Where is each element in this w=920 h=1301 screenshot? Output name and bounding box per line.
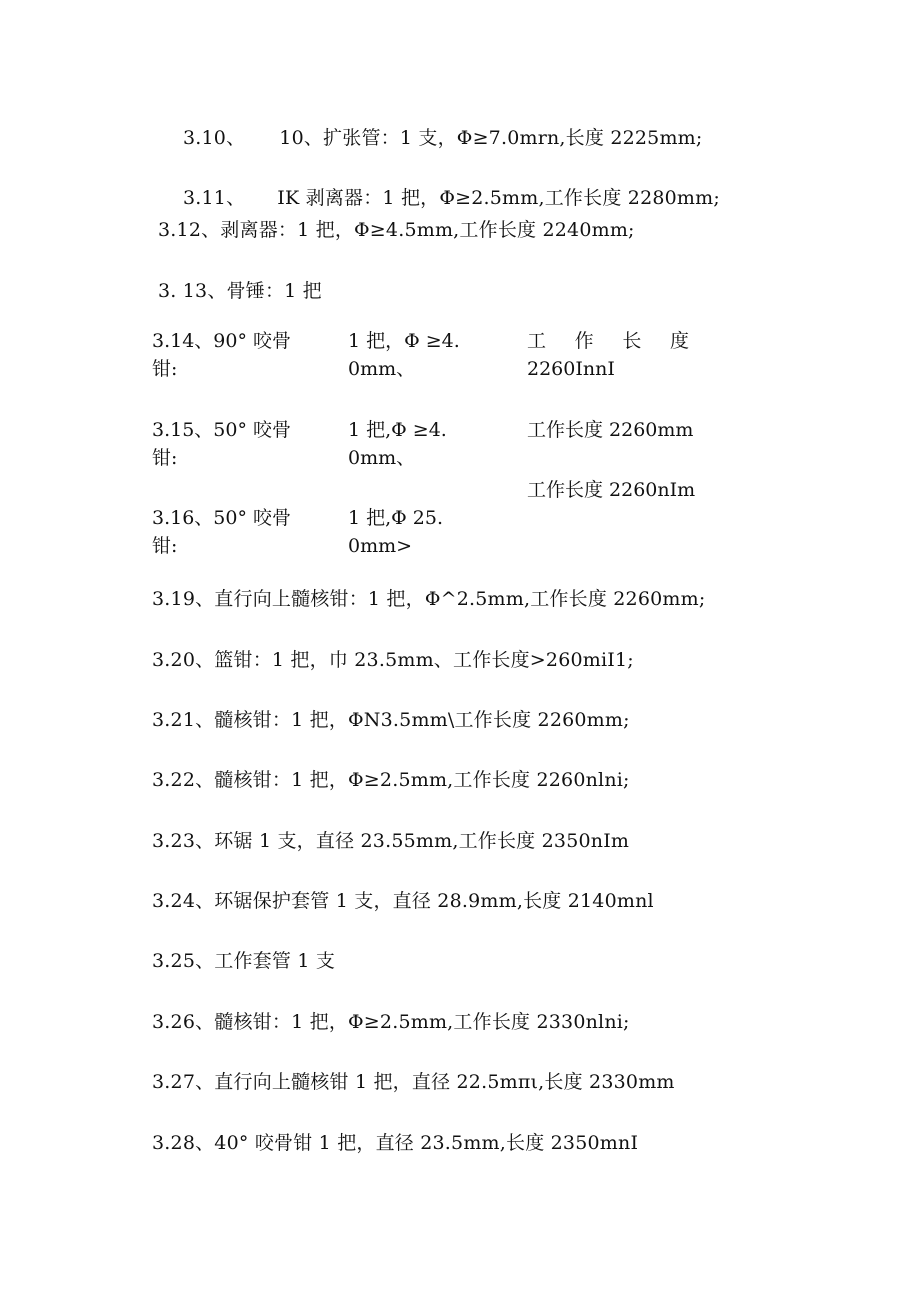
item-length-extra: 工作长度 2260nIm	[527, 479, 696, 501]
item-3-12: 3.12、剥离器：1 把，Φ≥4.5mm,工作长度 2240mm;	[158, 219, 635, 241]
item-number: 3.10、	[182, 127, 246, 149]
char: 度	[669, 330, 689, 352]
char: 长	[622, 330, 642, 352]
item-label-line2: 钳:	[152, 358, 178, 380]
item-spec-line1: 1 把,Φ ≥4.	[348, 419, 447, 441]
item-number: 3.11、	[182, 187, 246, 209]
item-3-24: 3.24、环锯保护套管 1 支，直径 28.9mm,长度 2140mnl	[152, 890, 654, 912]
item-text: 10、扩张管：1 支，Φ≥7.0mrn,长度 2225mm;	[279, 127, 703, 149]
item-3-26: 3.26、髓核钳：1 把，Φ≥2.5mm,工作长度 2330nlni;	[152, 1011, 630, 1033]
item-spec-line1: 1 把，Φ ≥4.	[348, 330, 460, 352]
item-3-28: 3.28、40° 咬骨钳 1 把，直径 23.5mm,长度 2350mnI	[152, 1132, 639, 1154]
item-length-value: 2260InnI	[527, 358, 615, 380]
char: 作	[574, 330, 594, 352]
item-3-25: 3.25、工作套管 1 支	[152, 950, 336, 972]
char: 工	[527, 330, 547, 352]
item-label-line1: 3.14、90° 咬骨	[152, 330, 292, 352]
item-spec-line2: 0mm、	[348, 358, 416, 380]
item-spec-line2: 0mm、	[348, 447, 416, 469]
item-spec-line1: 1 把,Φ 25.	[348, 507, 444, 529]
item-length: 工作长度 2260mm	[527, 419, 694, 441]
item-label-line1: 3.15、50° 咬骨	[152, 419, 292, 441]
item-label-line2: 钳:	[152, 535, 178, 557]
item-3-13: 3. 13、骨锤：1 把	[158, 280, 322, 302]
item-length-label	[527, 327, 689, 355]
item-3-22: 3.22、髓核钳：1 把，Φ≥2.5mm,工作长度 2260nlni;	[152, 769, 630, 791]
item-spec-line2: 0mm>	[348, 535, 413, 557]
item-text: IK 剥离器：1 把，Φ≥2.5mm,工作长度 2280mm;	[277, 187, 720, 209]
item-label-line1: 3.16、50° 咬骨	[152, 507, 292, 529]
item-3-19: 3.19、直行向上髓核钳：1 把，Φ^2.5mm,工作长度 2260mm;	[152, 588, 706, 610]
item-3-21: 3.21、髓核钳：1 把，ΦN3.5mm\工作长度 2260mm;	[152, 709, 630, 731]
item-label-line2: 钳:	[152, 447, 178, 469]
item-3-27: 3.27、直行向上髓核钳 1 把，直径 22.5mπι,长度 2330mm	[152, 1071, 675, 1093]
item-3-20: 3.20、篮钳：1 把，巾 23.5mm、工作长度>260miI1;	[152, 649, 634, 671]
item-3-23: 3.23、环锯 1 支，直径 23.55mm,工作长度 2350nIm	[152, 830, 630, 852]
